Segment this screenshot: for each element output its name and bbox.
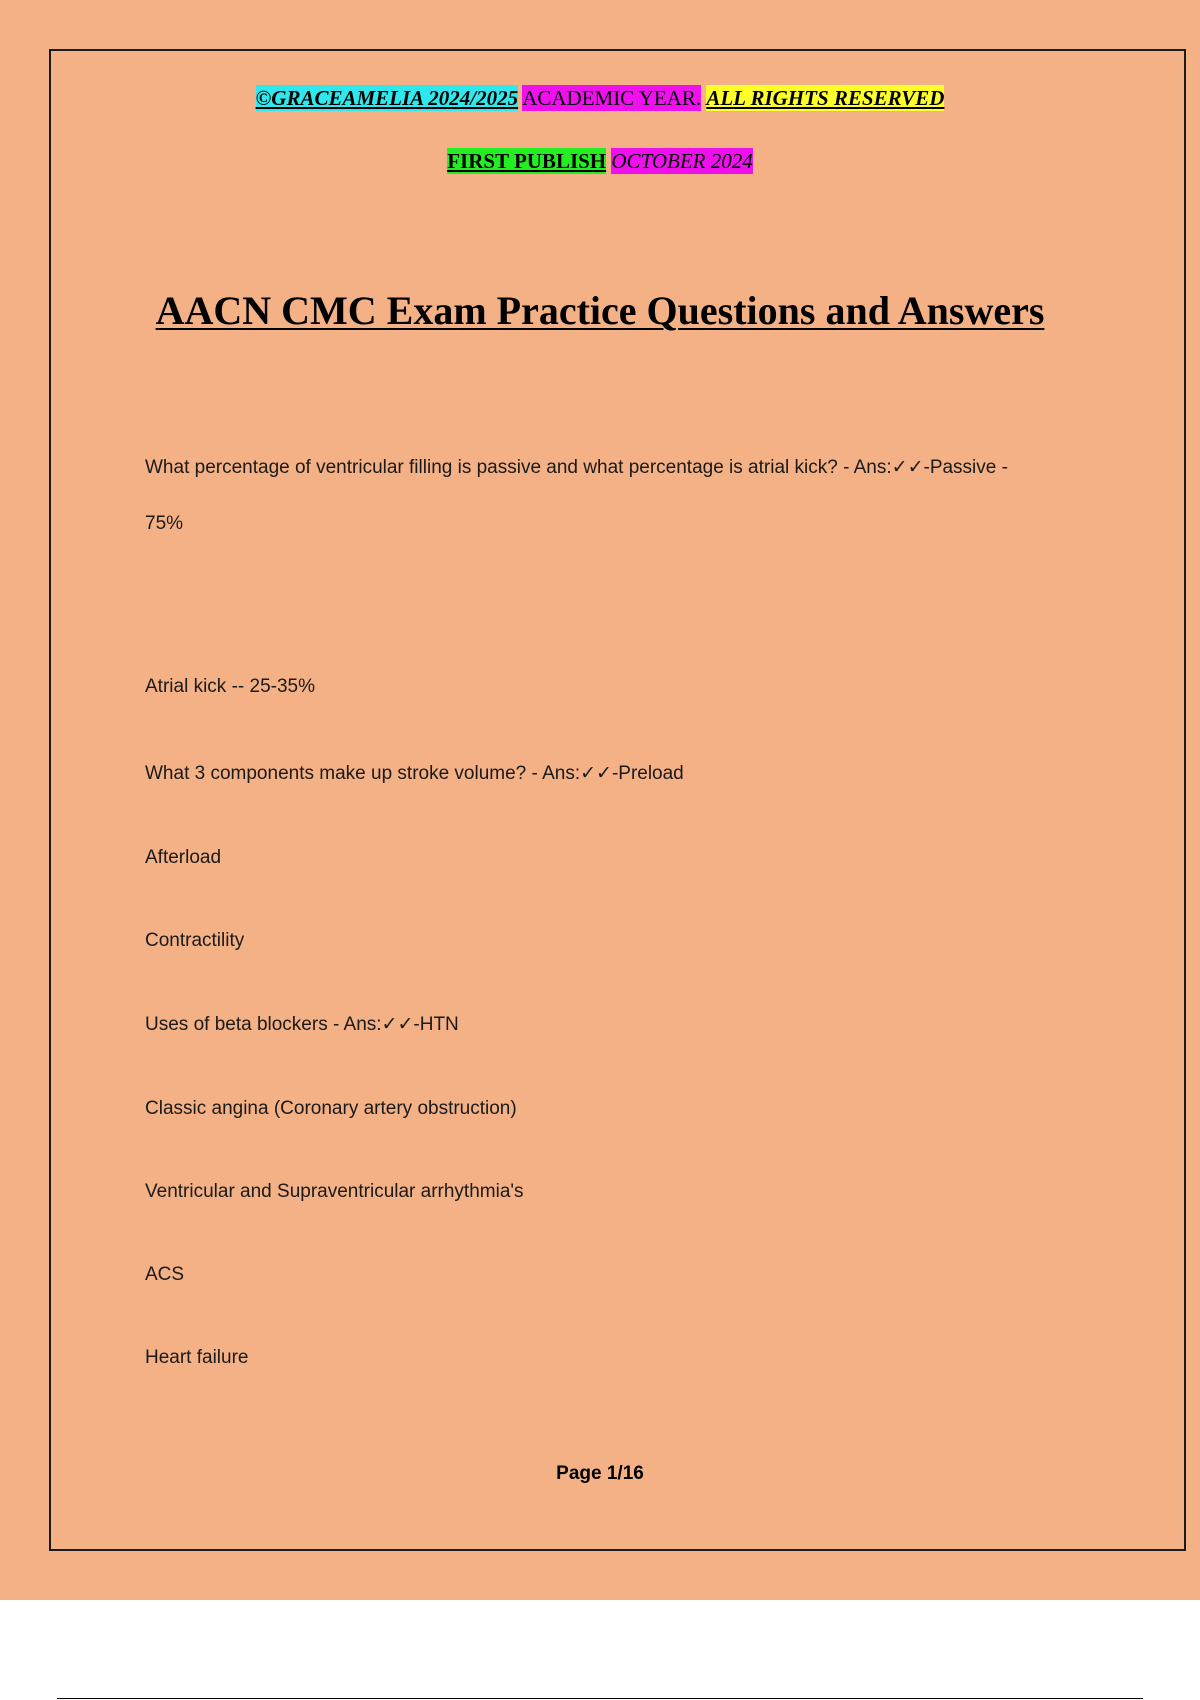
answer-line: Heart failure xyxy=(145,1347,249,1368)
answer-line: 75% xyxy=(145,513,184,534)
page-number: Page 1/16 xyxy=(556,1463,644,1484)
page-border xyxy=(49,49,1186,1551)
next-page-divider xyxy=(57,1698,1143,1699)
question-line: What 3 components make up stroke volume? - Ans:✓✓-Preload xyxy=(145,763,684,784)
answer-line: Atrial kick -- 25-35% xyxy=(145,676,315,697)
copyright-header xyxy=(0,85,1200,111)
answer-line: Afterload xyxy=(145,847,222,868)
question-line: What percentage of ventricular filling is passive and what percentage is atrial kick? - Ans:✓✓-Passive - xyxy=(145,457,1008,478)
answer-line: Contractility xyxy=(145,930,245,951)
question-line: Uses of beta blockers - Ans:✓✓-HTN xyxy=(145,1014,459,1035)
answer-line: Ventricular and Supraventricular arrhythmia's xyxy=(145,1181,524,1202)
academic-year-text: ACADEMIC YEAR. xyxy=(522,86,702,110)
answer-line: Classic angina (Coronary artery obstruction) xyxy=(145,1098,517,1119)
answer-line: ACS xyxy=(145,1264,185,1285)
document-title: AACN CMC Exam Practice Questions and Answers xyxy=(155,288,1045,333)
copyright-text: ©GRACEAMELIA 2024/2025 xyxy=(255,86,519,110)
rights-reserved-text: ALL RIGHTS RESERVED xyxy=(706,86,945,110)
publish-header xyxy=(0,148,1200,174)
first-publish-text: FIRST PUBLISH xyxy=(447,149,607,173)
publish-date-text: OCTOBER 2024 xyxy=(611,149,753,173)
